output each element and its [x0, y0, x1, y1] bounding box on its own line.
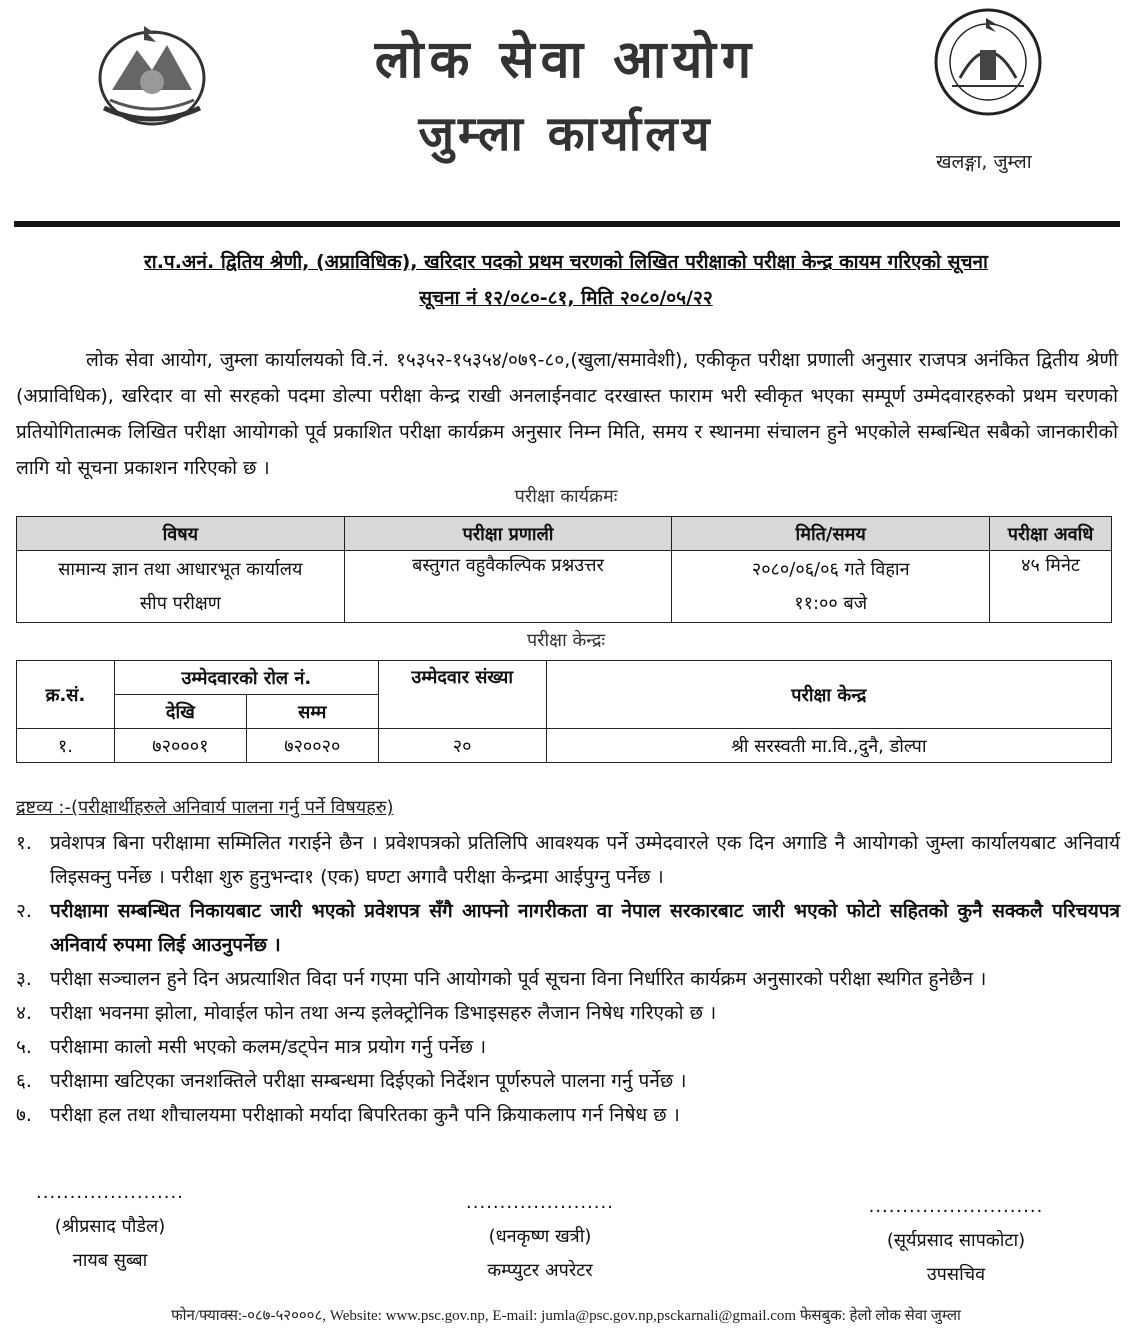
note-number: ६.	[16, 1070, 32, 1092]
col-center: परीक्षा केन्द्र	[546, 661, 1111, 729]
header-divider	[14, 221, 1120, 227]
note-number: ४.	[16, 1002, 32, 1024]
office-location: खलङ्गा, जुम्ला	[936, 151, 1032, 173]
list-item	[16, 894, 1120, 962]
schedule-table	[16, 516, 1112, 623]
commission-title: लोक सेवा आयोग	[374, 30, 758, 90]
col-duration: परीक्षा अवधि	[990, 517, 1112, 551]
signature-name: (श्रीप्रसाद पौडेल)	[54, 1216, 166, 1237]
cell-duration: ४५ मिनेट	[990, 551, 1112, 623]
cell-subject: सामान्य ज्ञान तथा आधारभूत कार्यालय सीप परीक्षण	[17, 551, 345, 623]
signature-name: (सूर्यप्रसाद सापकोटा)	[886, 1230, 1026, 1251]
signature-title: उपसचिव	[926, 1264, 986, 1285]
centers-caption: परीक्षा केन्द्रः	[526, 630, 606, 651]
cell-count: २०	[378, 729, 546, 763]
signature-block-1	[20, 1176, 200, 1278]
signature-line: ......................	[36, 1182, 184, 1203]
signature-title: कम्प्युटर अपरेटर	[487, 1260, 593, 1281]
col-sn: क्र.सं.	[17, 661, 115, 729]
list-item	[16, 826, 1120, 894]
col-roll-to: सम्म	[246, 695, 378, 729]
note-text: प्रवेशपत्र बिना परीक्षामा सम्मिलित गराईने छैन । प्रवेशपत्रको प्रतिलिपि आवश्यक पर्ने उम्मेदवारले एक दिन अगाडि नै आयोगको जुम्ला कार्यालयबाट अनिवार्य लिइसक्नु पर्नेछ । परीक्षा शुरु हुनुभन्दा१ (एक) घण्टा अगावै परीक्षा केन्द्रमा आईपुग्नु पर्नेछ ।	[50, 832, 1120, 888]
cell-roll-to: ७२००२०	[246, 729, 378, 763]
list-item	[16, 962, 1120, 996]
note-number: २.	[16, 900, 32, 922]
col-roll: उम्मेदवारको रोल नं.	[114, 661, 378, 695]
table-row	[17, 729, 1112, 763]
signature-block-2	[440, 1186, 640, 1288]
note-text: परीक्षामा कालो मसी भएको कलम/डट्पेन मात्र प्रयोग गर्नु पर्नेछ ।	[50, 1036, 487, 1058]
note-number: ७.	[16, 1104, 32, 1126]
notice-title: रा.प.अनं. द्वितिय श्रेणी, (अप्राविधिक), खरिदार पदको प्रथम चरणको लिखित परीक्षाको परीक्षा केन्द्र कायम गरिएको सूचना	[144, 251, 988, 273]
col-count: उम्मेदवार संख्या	[378, 661, 546, 729]
note-text: परीक्षा हल तथा शौचालयमा परीक्षाको मर्यादा बिपरितका कुनै पनि क्रियाकलाप गर्न निषेध छ ।	[50, 1104, 680, 1126]
notes-list	[16, 826, 1120, 1132]
col-datetime: मिति/समय	[672, 517, 990, 551]
list-item	[16, 1064, 1120, 1098]
note-text: परीक्षामा सम्बन्धित निकायबाट जारी भएको प्रवेशपत्र सँगै आफ्नो नागरीकता वा नेपाल सरकारबाट जारी भएको फोटो सहितको कुनै सक्कलै परिचयपत्र अनिवार्य रुपमा लिई आउनुपर्नेछ ।	[50, 900, 1120, 956]
col-system: परीक्षा प्रणाली	[344, 517, 672, 551]
centers-table	[16, 660, 1112, 763]
notes-heading: द्रष्टव्य :-(परीक्षार्थीहरुले अनिवार्य पालना गर्नु पर्ने विषयहरु)	[16, 797, 394, 818]
col-subject: विषय	[17, 517, 345, 551]
table-row	[17, 551, 1112, 623]
note-text: परीक्षा सञ्चालन हुने दिन अप्रत्याशित विदा पर्न गएमा पनि आयोगको पूर्व सूचना विना निर्धारित कार्यक्रम अनुसारको परीक्षा स्थगित हुनेछैन ।	[50, 968, 987, 990]
cell-datetime: २०८०/०६/०६ गते विहान ११:०० बजे	[672, 551, 990, 623]
signature-title: नायब सुब्बा	[72, 1250, 148, 1271]
signature-block-3	[856, 1190, 1056, 1292]
note-number: ५.	[16, 1036, 32, 1058]
notice-body: लोक सेवा आयोग, जुम्ला कार्यालयको वि.नं. १५३५२-१५३५४/०७९-८०,(खुला/समावेशी), एकीकृत परीक्षा प्रणाली अनुसार राजपत्र अनंकित द्वितीय श्रेणी (अप्राविधिक), खरिदार वा सो सरहको पदमा डोल्पा परीक्षा केन्द्र राखी अनलाईनवाट दरखास्त फाराम भरी स्वीकृत भएका सम्पूर्ण उम्मेदवारहरुको प्रथम चरणको प्रतियोगितात्मक लिखित परीक्षा आयोगको पूर्व प्रकाशित परीक्षा कार्यक्रम अनुसार निम्न मिति, समय र स्थानमा संचालन हुने भएकोले सम्बन्धित सबैको जानकारीको लागि यो सूचना प्रकाशन गरिएको छ ।	[16, 349, 1118, 479]
cell-roll-from: ७२०००१	[114, 729, 246, 763]
office-title: जुम्ला कार्यालय	[418, 106, 714, 162]
list-item	[16, 1030, 1120, 1064]
list-item	[16, 1098, 1120, 1132]
note-number: ३.	[16, 968, 32, 990]
col-roll-from: देखि	[114, 695, 246, 729]
note-text: परीक्षा भवनमा झोला, मोवाईल फोन तथा अन्य इलेक्ट्रोनिक डिभाइसहरु लैजान निषेध गरिएको छ ।	[50, 1002, 717, 1024]
cell-sn: १.	[17, 729, 115, 763]
list-item	[16, 996, 1120, 1030]
signature-line: ......................	[466, 1192, 614, 1213]
note-number: १.	[16, 832, 32, 854]
cell-system: बस्तुगत वहुवैकल्पिक प्रश्नउत्तर	[344, 551, 672, 623]
signature-line: ..........................	[868, 1196, 1044, 1217]
cell-center: श्री सरस्वती मा.वि.,दुनै, डोल्पा	[546, 729, 1111, 763]
schedule-caption: परीक्षा कार्यक्रमः	[514, 486, 618, 507]
contact-footer: फोन/फ्याक्स:-०८७-५२०००८, Website: www.psc.gov.np, E-mail: jumla@psc.gov.np,psckarnali@gmail.com फेसबुक: हेलो लोक सेवा जुम्ला	[171, 1308, 961, 1324]
schedule-header-row	[17, 517, 1112, 551]
note-text: परीक्षामा खटिएका जनशक्तिले परीक्षा सम्बन्धमा दिईएको निर्देशन पूर्णरुपले पालना गर्नु पर्नेछ ।	[50, 1070, 687, 1092]
notice-number: सूचना नं १२/०८०-८१, मिति २०८०/०५/२२	[419, 287, 713, 309]
signature-name: (धनकृष्ण खत्री)	[488, 1226, 592, 1247]
